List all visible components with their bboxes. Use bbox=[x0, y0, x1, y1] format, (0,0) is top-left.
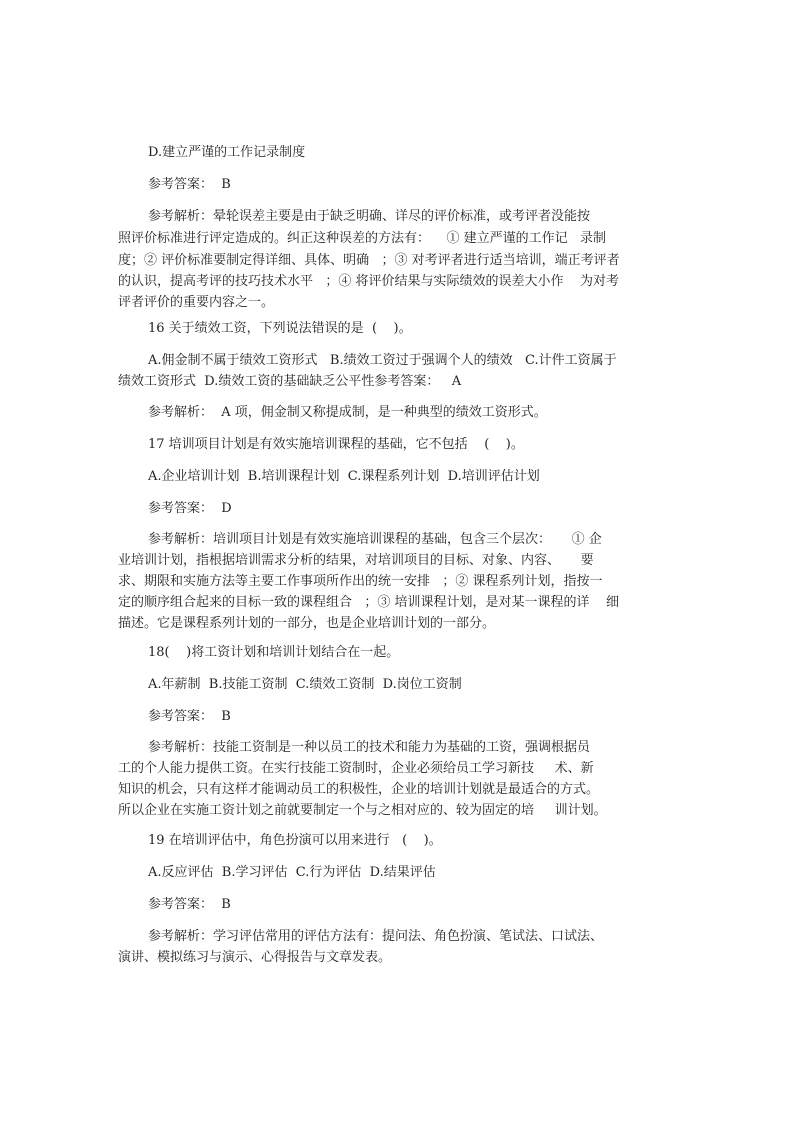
options-line: A.年薪制 B.技能工资制 C.绩效工资制 D.岗位工资制 bbox=[148, 677, 462, 692]
explanation-line: 知识的机会，只有这样才能调动员工的积极性，企业的培训计划就是最适合的方式。 bbox=[118, 782, 600, 797]
reference-answer: 参考答案： B bbox=[148, 897, 231, 912]
reference-answer: 参考答案： D bbox=[148, 501, 232, 516]
question-18: 18( )将工资计划和培训计划结合在一起。 bbox=[148, 645, 400, 660]
explanation-line: 定的顺序组合起来的目标一致的课程组合 ；③ 培训课程计划，是对某一课程的详 细 bbox=[118, 595, 620, 610]
question-16: 16 关于绩效工资，下列说法错误的是 ( )。 bbox=[148, 321, 412, 336]
options-line: A.企业培训计划 B.培训课程计划 C.课程系列计划 D.培训评估计划 bbox=[148, 469, 540, 484]
explanation-line: 的认识，提高考评的技巧技术水平 ；④ 将评价结果与实际绩效的误差大小作 为对考 bbox=[118, 274, 620, 289]
options-line: A.佣金制不属于绩效工资形式 B.绩效工资过于强调个人的绩效 C.计件工资属于 bbox=[148, 353, 617, 368]
question-19: 19 在培训评估中，角色扮演可以用来进行 ( )。 bbox=[148, 833, 442, 848]
options-line: 绩效工资形式 D.绩效工资的基础缺乏公平性参考答案： A bbox=[118, 374, 462, 389]
explanation-line: 参考解析：晕轮误差主要是由于缺乏明确、详尽的评价标准，或考评者没能按 bbox=[148, 209, 591, 224]
options-line: A.反应评估 B.学习评估 C.行为评估 D.结果评估 bbox=[148, 865, 436, 880]
explanation-line: 参考解析：技能工资制是一种以员工的技术和能力为基础的工资，强调根据员 bbox=[148, 740, 591, 755]
explanation-line: 所以企业在实施工资计划之前就要制定一个与之相对应的、较为固定的培 训计划。 bbox=[118, 803, 607, 818]
explanation-line: 演讲、模拟练习与演示、心得报告与文章发表。 bbox=[118, 950, 392, 965]
explanation-line: 参考解析：培训项目计划是有效实施培训课程的基础，包含三个层次： ① 企 bbox=[148, 532, 602, 547]
explanation-line: 工的个人能力提供工资。在实行技能工资制时，企业必须给员工学习新技 术、新 bbox=[118, 761, 594, 776]
explanation-line: 求、期限和实施方法等主要工作事项所作出的统一安排 ；② 课程系列计划，指按一 bbox=[118, 574, 603, 589]
explanation-line: 参考解析： A 项，佣金制又称提成制，是一种典型的绩效工资形式。 bbox=[148, 405, 547, 420]
reference-answer: 参考答案： B bbox=[148, 177, 231, 192]
option-d: D.建立严谨的工作记录制度 bbox=[148, 145, 306, 160]
explanation-line: 度；② 评价标准要制定得详细、具体、明确 ；③ 对考评者进行适当培训，端正考评者 bbox=[118, 253, 620, 268]
explanation-line: 参考解析：学习评估常用的评估方法有：提问法、角色扮演、笔试法、口试法、 bbox=[148, 929, 604, 944]
explanation-line: 描述。它是课程系列计划的一部分，也是企业培训计划的一部分。 bbox=[118, 616, 496, 631]
explanation-line: 评者评价的重要内容之一。 bbox=[118, 295, 275, 310]
reference-answer: 参考答案： B bbox=[148, 709, 231, 724]
explanation-line: 照评价标准进行评定造成的。纠正这种误差的方法有： ① 建立严谨的工作记 录制 bbox=[118, 231, 607, 246]
explanation-line: 业培训计划，指根据培训需求分析的结果，对培训项目的目标、对象、内容、 要 bbox=[118, 553, 594, 568]
question-17: 17 培训项目计划是有效实施培训课程的基础，它不包括 ( )。 bbox=[148, 437, 524, 452]
